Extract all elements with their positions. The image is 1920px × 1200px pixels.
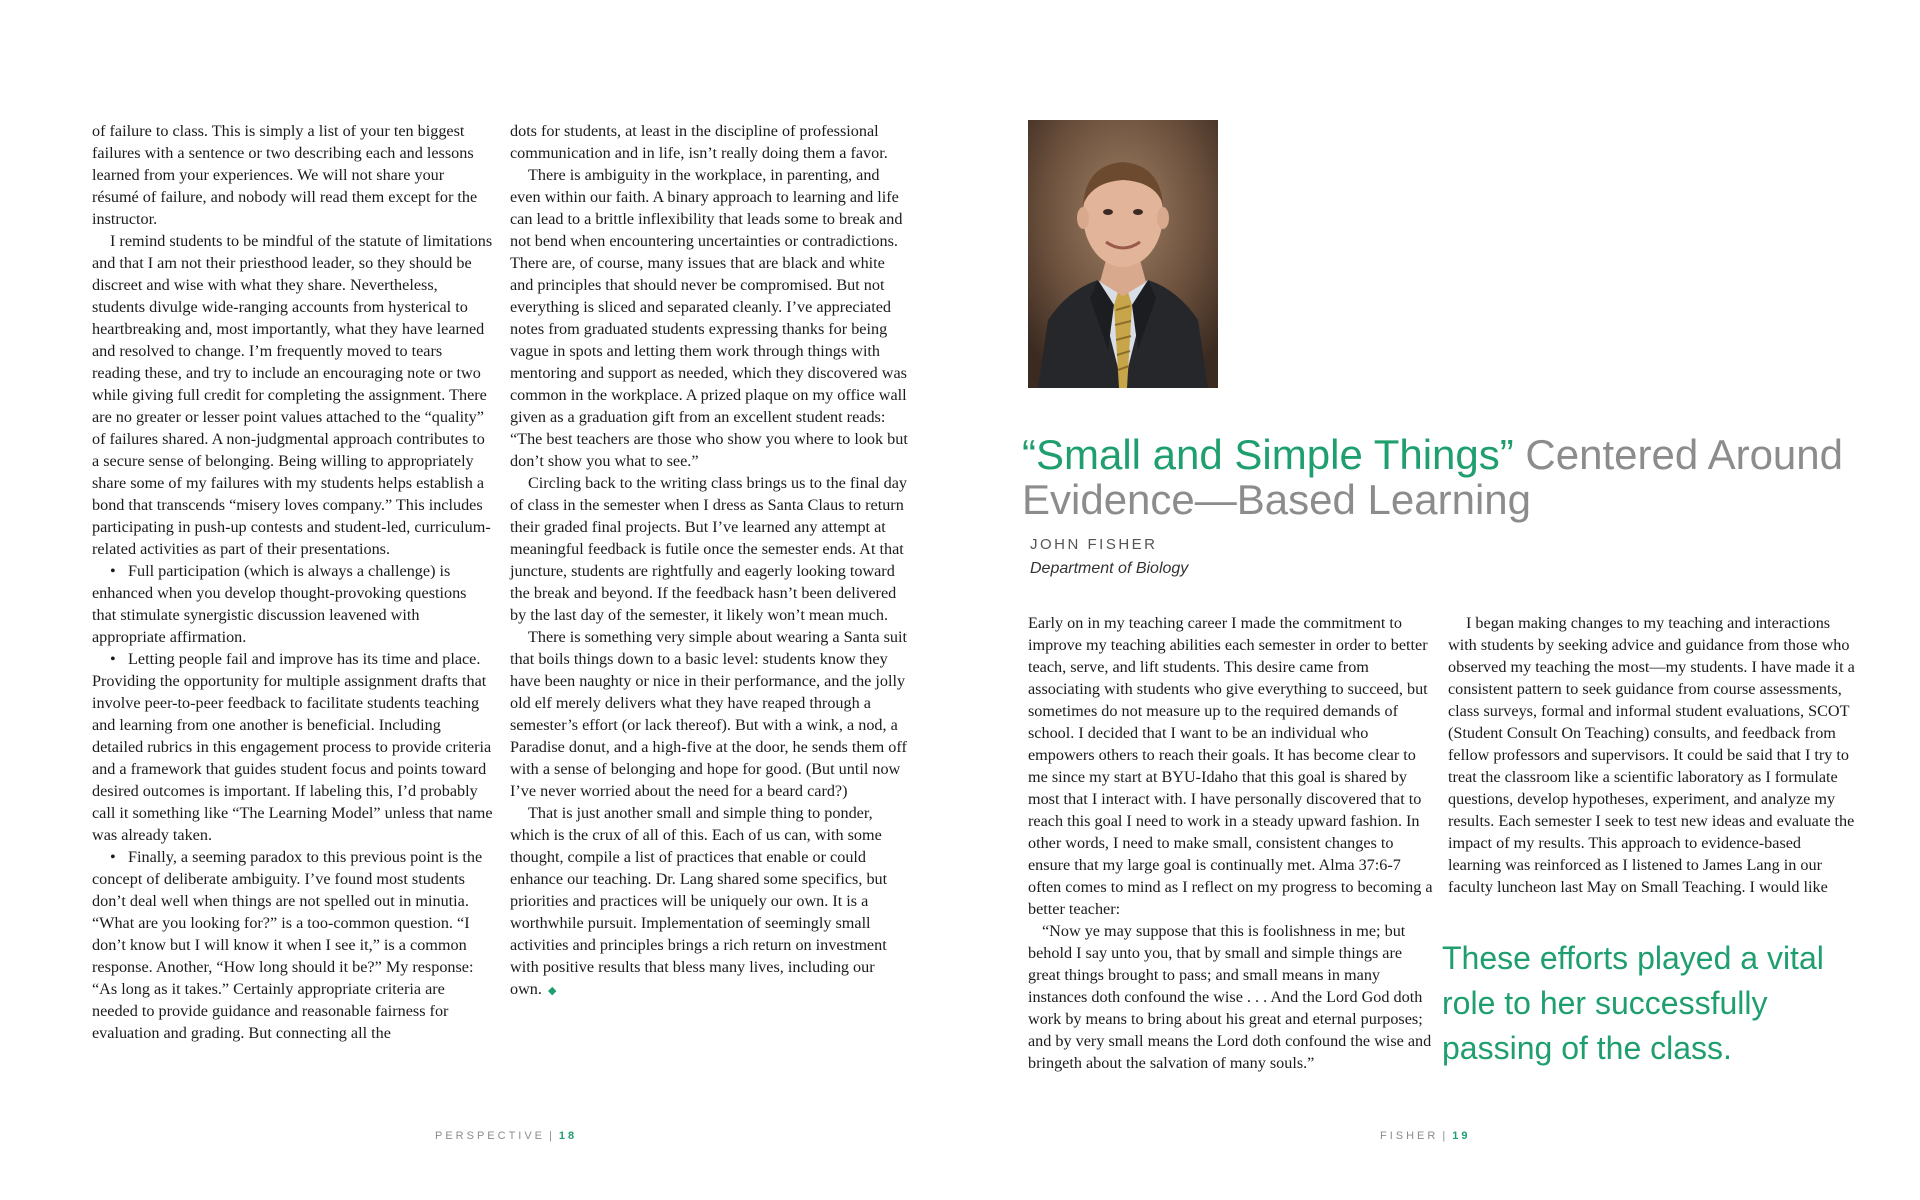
paragraph: [510, 120, 912, 164]
page-number: 19: [1452, 1130, 1471, 1142]
paragraph-text: Full participation (which is always a challenge) is enhanced when you develop thought-provoking questions that stimulate synergistic discussion leavened with appropriate affirmation.: [92, 562, 467, 646]
title-accent: “Small and Simple Things”: [1022, 431, 1514, 478]
bullet-paragraph: [92, 560, 494, 648]
left-column-1: [92, 120, 494, 1044]
page-number: 18: [558, 1130, 578, 1142]
paragraph: [510, 626, 912, 802]
right-column-2: [1448, 612, 1856, 898]
paragraph-text: That is just another small and simple thing to ponder, which is the crux of all of this. Each of us can, with some thought, compile a list of practices that enable or could enhance our teaching. Dr. Lang shared some specifics, but priorities and practices will be uniquely our own. It is a worthwhile pursuit. Implementation of seemingly small activities and principles brings a rich return on investment with positive results that bless many lives, including our own.: [510, 804, 888, 998]
paragraph: [510, 472, 912, 626]
paragraph-text: I remind students to be mindful of the statute of limitations and that I am not their priesthood leader, so they should be discreet and wise with what they share. Nevertheless, students divulge wide-ranging accounts from hysterical to heartbreaking and, most importantly, what they have learned and resolved to change. I’m frequently moved to tears reading these, and try to include an encouraging note or two while giving full credit for completing the assignment. There are no greater or lesser point values attached to the “quality” of failures shared. A non-judgmental approach contributes to a secure sense of belonging. Being willing to appropriately share some of my failures with my students helps establish a bond that transcends “misery loves company.” This includes participating in push-up contests and student-led, curriculum-related activities as part of their presentations.: [92, 232, 493, 558]
scripture-quote: [1028, 920, 1436, 1074]
left-column-2: [510, 120, 912, 1002]
paragraph: [510, 164, 912, 472]
paragraph-text: Early on in my teaching career I made the commitment to improve my teaching abilities each semester in order to better teach, serve, and lift students. This desire came from associating with students who give everything to succeed, but sometimes do not measure up to the required demands of school. I decided that I want to be an individual who empowers others to reach their goals. It has become clear to me since my start at BYU-Idaho that this goal is shared by most that I interact with. I have personally discovered that to reach this goal I need to work in a steady upward fashion. In other words, I need to make small, consistent changes to ensure that my large goal is continually met. Alma 37:6-7 often comes to mind as I reflect on my progress to becoming a better teacher:: [1028, 614, 1433, 918]
bullet-icon: •: [110, 650, 116, 668]
folio-right: [1380, 1130, 1470, 1142]
paragraph-text: There is something very simple about wearing a Santa suit that boils things down to a basic level: students know they have been naughty or nice in their performance, and the jolly old elf merely delivers what they have reaped through a semester’s effort (or lack thereof). But with a wink, a nod, a Paradise donut, and a high-five at the door, he sends them off with a sense of belonging and hope for good. (But until now I’ve never worried about the need for a beard card?): [510, 628, 907, 800]
paragraph-text: dots for students, at least in the discipline of professional communication and in life, isn’t really doing them a favor.: [510, 122, 888, 162]
folio-separator: |: [1442, 1130, 1449, 1142]
right-column-1: [1028, 612, 1436, 1074]
paragraph: [92, 230, 494, 560]
paragraph-text: of failure to class. This is simply a list of your ten biggest failures with a sentence or two describing each and lessons learned from your experiences. We will not share your résumé of failure, and nobody will read them except for the instructor.: [92, 122, 478, 228]
paragraph: [1028, 612, 1436, 920]
article-title: [1022, 432, 1882, 522]
bullet-icon: •: [110, 562, 116, 580]
folio-label: FISHER: [1380, 1130, 1439, 1142]
paragraph: [1448, 612, 1856, 898]
author-portrait: [1028, 120, 1218, 388]
bullet-icon: •: [110, 848, 116, 866]
paragraph-text: Letting people fail and improve has its time and place. Providing the opportunity for multiple assignment drafts that involve peer-to-peer feedback to facilitate students teaching and learning from one another is beneficial. Including detailed rubrics in this engagement process to provide criteria and a framework that guides student focus and points toward desired outcomes is important. If labeling this, I’d probably call it something like “The Learning Model” unless that name was already taken.: [92, 650, 493, 844]
folio-label: PERSPECTIVE: [435, 1130, 546, 1142]
paragraph-text: I began making changes to my teaching and interactions with students by seeking advice and guidance from those who observed my teaching the most—my students. I have made it a consistent pattern to seek guidance from course assessments, class surveys, formal and informal student evaluations, SCOT (Student Consult On Teaching) consults, and feedback from fellow professors and supervisors. It could be said that I try to treat the classroom like a scientific laboratory as I formulate questions, develop hypotheses, experiment, and analyze my results. Each semester I seek to test new ideas and evaluate the impact of my results. This approach to evidence-based learning was reinforced as I listened to James Lang in our faculty luncheon last May on Small Teaching. I would like: [1448, 614, 1855, 896]
paragraph-text: “Now ye may suppose that this is foolishness in me; but behold I say unto you, that by small and simple things are great things brought to pass; and small means in many instances doth confound the wise . . . And the Lord God doth work by means to bring about his great and eternal purposes; and by very small means the Lord doth confound the wise and bringeth about the salvation of many souls.”: [1028, 922, 1432, 1072]
paragraph-text: Finally, a seeming paradox to this previous point is the concept of deliberate ambiguity. I’ve found most students don’t deal well when things are not spelled out in minutia. “What are you looking for?” is a too-common question. “I don’t know but I will know it when I see it,” is a common response. Another, “How long should it be?” My response: “As long as it takes.” Certainly appropriate criteria are needed to provide guidance and reasonable fairness for evaluation and grading. But connecting all the: [92, 848, 483, 1042]
paragraph: [510, 802, 912, 1002]
folio-separator: |: [549, 1130, 555, 1142]
author-name: JOHN FISHER: [1030, 536, 1158, 553]
bullet-paragraph: [92, 648, 494, 846]
paragraph-text: Circling back to the writing class brings us to the final day of class in the semester when I dress as Santa Claus to return their graded final projects. But I’ve learned any attempt at meaningful feedback is futile once the semester ends. At that juncture, students are rightfully and eagerly looking toward the break and beyond. If the feedback hasn’t been delivered by the last day of the semester, it likely won’t mean much.: [510, 474, 907, 624]
paragraph-text: There is ambiguity in the workplace, in parenting, and even within our faith. A binary approach to learning and life can lead to a brittle inflexibility that leads some to break and not bend when encountering uncertainties or contradictions. There are, of course, many issues that are black and white and principles that should never be compromised. But not everything is sliced and separated cleanly. I’ve appreciated notes from graduated students expressing thanks for being vague in spots and letting them work through things with mentoring and support as needed, which they discovered was common in the workplace. A prized plaque on my office wall given as a graduation gift from an excellent student reads: “The best teachers are those who show you where to look but don’t show you what to see.”: [510, 166, 908, 470]
end-mark-icon: ◆: [547, 985, 557, 997]
bullet-paragraph: [92, 846, 494, 1044]
paragraph: [92, 120, 494, 230]
author-department: Department of Biology: [1030, 560, 1189, 577]
folio-left: [435, 1130, 577, 1142]
pull-quote: These efforts played a vital role to her successfully passing of the class.: [1442, 940, 1824, 1066]
title-rest: Centered Around Evidence—Based Learning: [1022, 431, 1843, 523]
portrait-illustration: [1028, 120, 1218, 388]
